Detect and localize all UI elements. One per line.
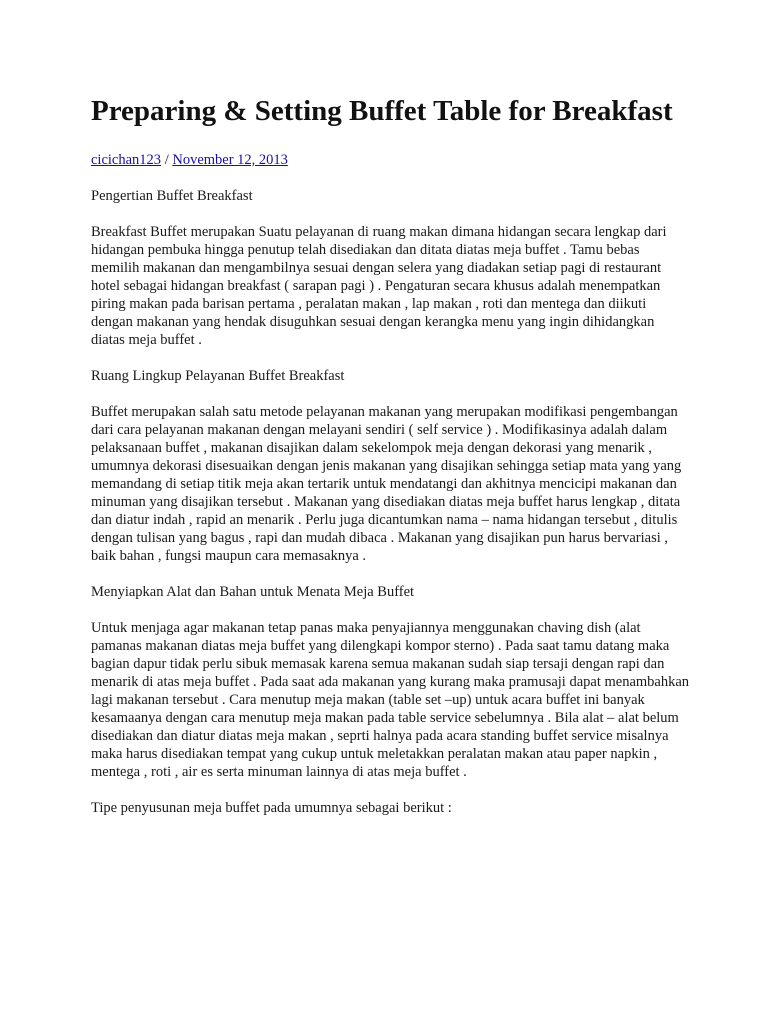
meta-separator: / bbox=[161, 152, 173, 168]
author-link[interactable]: cicichan123 bbox=[91, 152, 162, 168]
article-meta bbox=[91, 151, 691, 169]
page-title: Preparing & Setting Buffet Table for Breakfast bbox=[91, 95, 673, 127]
section-heading-pengertian: Pengertian Buffet Breakfast bbox=[91, 188, 253, 204]
date-link[interactable]: November 12, 2013 bbox=[172, 152, 288, 168]
section-heading-ruang-lingkup: Ruang Lingkup Pelayanan Buffet Breakfast bbox=[91, 368, 345, 384]
paragraph-buffet-metode: Buffet merupakan salah satu metode pelayanan makanan yang merupakan modifikasi pengembangan dari cara pelayanan makanan dengan melayani sendiri ( self service ) . Modifikasinya adalah dalam pelaksanaan buffet , makanan disajikan dalam sekelompok meja dengan dekorasi yang menarik , umumnya dekorasi disesuaikan dengan jenis makanan yang disajikan sehingga setiap mata yang yang memandang di setiap titik meja akan tertarik untuk mendatangi dan akhitnya mencicipi makanan dan minuman yang disajikan tersebut . Makanan yang disediakan diatas meja buffet harus lengkap , ditata dan diatur indah , rapid an menarik . Perlu juga dicantumkan nama – nama hidangan tersebut , ditulis dengan tulisan yang bagus , rapi dan mudah dibaca . Makanan yang disajikan pun harus bervariasi , baik bahan , fungsi maupun cara memasaknya . bbox=[91, 404, 682, 564]
article bbox=[91, 92, 691, 817]
section-heading-menyiapkan-alat: Menyiapkan Alat dan Bahan untuk Menata Meja Buffet bbox=[91, 584, 415, 600]
paragraph-tipe-penyusunan: Tipe penyusunan meja buffet pada umumnya sebagai berikut : bbox=[91, 800, 452, 816]
paragraph-breakfast-buffet: Breakfast Buffet merupakan Suatu pelayanan di ruang makan dimana hidangan secara lengkap dari hidangan pembuka hingga penutup telah disediakan dan ditata diatas meja buffet . Tamu bebas memilih makanan dan mengambilnya sesuai dengan selera yang diadakan setiap pagi di restaurant hotel sebagai hidangan breakfast ( sarapan pagi ) . Pengaturan secara khusus adalah menempatkan piring makan pada barisan pertama , peralatan makan , lap makan , roti dan mentega dan diikuti dengan makanan yang hendak disuguhkan sesuai dengan kerangka menu yang ingin dihidangkan diatas meja buffet . bbox=[91, 224, 667, 348]
paragraph-chaving-dish: Untuk menjaga agar makanan tetap panas maka penyajiannya menggunakan chaving dish (alat pamanas makanan diatas meja buffet yang dilengkapi kompor sterno) . Pada saat tamu datang maka bagian dapur tidak perlu sibuk memasak karena semua makanan sudah siap tersaji dengan rapi dan menarik di atas meja buffet . Pada saat ada makanan yang kurang maka pramusaji dapat menambahkan lagi makanan tersebut . Cara menutup meja makan (table set –up) untuk acara buffet ini banyak kesamaanya dengan cara menutup meja makan pada table service sebelumnya . Bila alat – alat belum disediakan dan diatur diatas meja makan , seprti halnya pada acara standing buffet service misalnya maka harus disediakan tempat yang cukup untuk meletakkan peralatan makan atau paper napkin , mentega , roti , air es serta minuman lainnya di atas meja buffet . bbox=[91, 620, 690, 780]
